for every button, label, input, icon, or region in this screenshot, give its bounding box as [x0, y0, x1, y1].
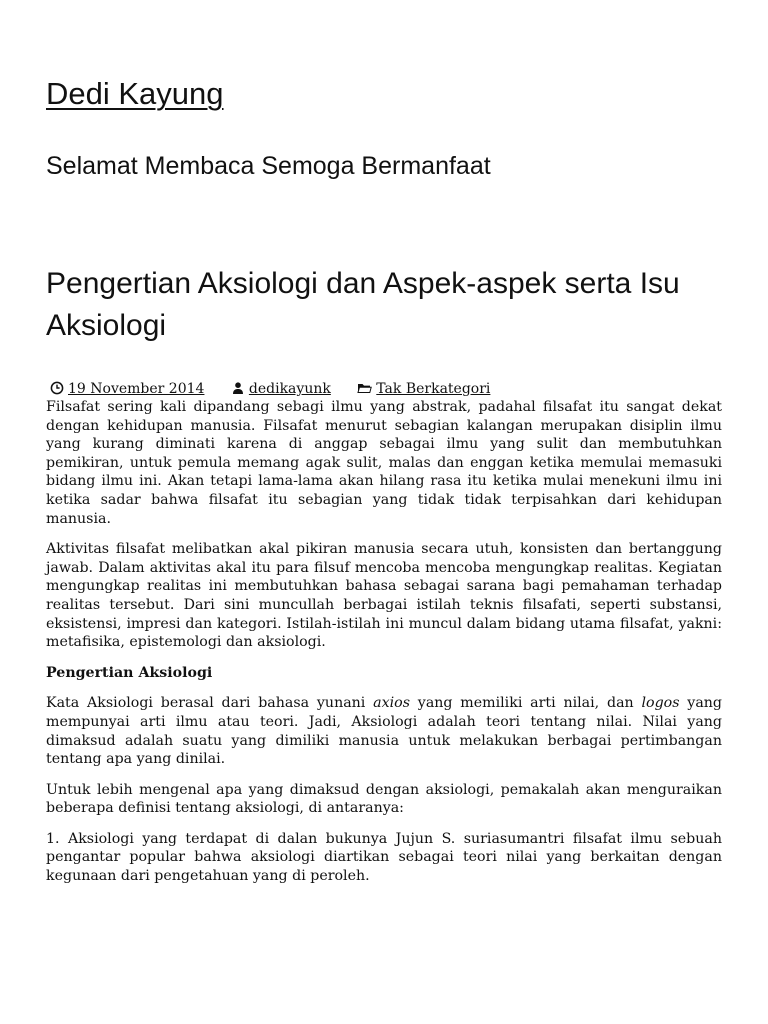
- post-date-link[interactable]: 19 November 2014: [68, 381, 205, 397]
- section-heading: Pengertian Aksiologi: [46, 664, 213, 681]
- paragraph-1: Filsafat sering kali dipandang sebagi ilmu yang abstrak, padahal filsafat itu sangat dekat dengan kehidupan manusia. Filsafat menurut sebagian kalangan merupakan disiplin ilmu yang kurang diminati karena di anggap sebagai ilmu yang sulit dan membutuhkan pemikiran, untuk pemula memang agak sulit, malas dan enggan ketika memulai memasuki bidang ilmu ini. Akan tetapi lama-lama akan hilang rasa itu ketika mulai menekuni ilmu ini ketika sadar bahwa filsafat itu sebagian yang tidak tidak terpisahkan dari kehidupan manusia.: [46, 399, 722, 527]
- term-axios: axios: [373, 695, 410, 712]
- folder-icon: [357, 381, 372, 395]
- paragraph-3-part-1: Kata Aksiologi berasal dari bahasa yunani: [46, 695, 374, 712]
- paragraph-3-part-2: yang memiliki arti nilai, dan: [409, 695, 642, 712]
- paragraph-3-part-3: yang mempunyai arti ilmu atau teori. Jadi, Aksiologi adalah teori tentang nilai. Nilai yang dimaksud adalah suatu yang dimiliki manusia untuk melakukan berbagai pertimbangan tentang apa yang dinilai.: [46, 695, 722, 768]
- post-title: Pengertian Aksiologi dan Aspek-aspek serta Isu Aksiologi: [46, 267, 680, 342]
- term-logos: logos: [641, 695, 680, 712]
- paragraph-3: [46, 694, 722, 768]
- post-author: [231, 379, 331, 399]
- post-content: [46, 398, 722, 898]
- paragraph-5: 1. Aksiologi yang terdapat di dalan bukunya Jujun S. suriasumantri filsafat ilmu sebuah pengantar popular bahwa aksiologi diartikan sebagai teori nilai yang berkaitan dengan kegunaan dari pengetahuan yang di peroleh.: [46, 830, 722, 885]
- paragraph-4: Untuk lebih mengenal apa yang dimaksud dengan aksiologi, pemakalah akan menguraikan beberapa definisi tentang aksiologi, di antaranya:: [46, 781, 722, 817]
- post-category-link[interactable]: Tak Berkategori: [376, 381, 491, 397]
- post-date: [50, 379, 204, 399]
- user-icon: [231, 381, 245, 395]
- site-tagline: Selamat Membaca Semoga Bermanfaat: [46, 152, 491, 180]
- post-category: [357, 379, 490, 399]
- paragraph-2: Aktivitas filsafat melibatkan akal pikiran manusia secara utuh, konsisten dan bertanggung jawab. Dalam aktivitas akal itu para filsuf mencoba mencoba mengungkap realitas. Kegiatan mengungkap realitas ini membutuhkan bahasa sebagai sarana bagi pemahaman terhadap realitas tersebut. Dari sini muncullah berbagai istilah teknis filsafati, seperti substansi, eksistensi, impresi dan kategori. Istilah-istilah ini muncul dalam bidang utama filsafat, yakni: metafisika, epistemologi dan aksiologi.: [46, 541, 722, 651]
- site-title[interactable]: Dedi Kayung: [46, 76, 224, 111]
- post-author-link[interactable]: dedikayunk: [248, 381, 331, 397]
- clock-icon: [50, 381, 64, 395]
- post-meta: [50, 379, 730, 399]
